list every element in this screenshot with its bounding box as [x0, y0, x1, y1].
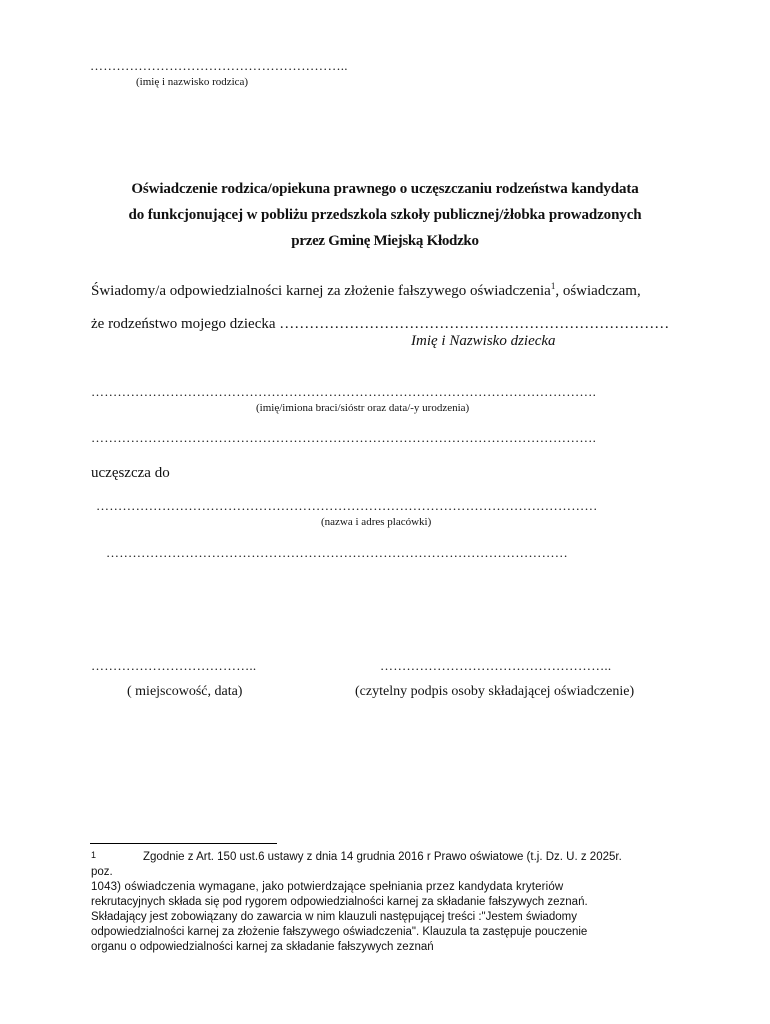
document-title-line-2: do funkcjonującej w pobliżu przedszkola szkoły publicznej/żłobka prowadzonych — [128, 207, 642, 223]
institution-caption: (nazwa i adres placówki) — [321, 516, 432, 528]
child-name-caption: Imię i Nazwisko dziecka — [411, 333, 556, 349]
place-date-caption: ( miejscowość, data) — [127, 684, 243, 699]
attends-label: uczęszcza do — [91, 465, 170, 481]
parent-name-caption: (imię i nazwisko rodzica) — [136, 76, 249, 88]
declaration-line-1 — [91, 283, 641, 300]
institution-dotted-line-1[interactable]: …………………………………………………………………………………………………… — [96, 498, 598, 513]
document-title-line-3: przez Gminę Miejską Kłodzko — [291, 233, 479, 249]
child-name-line[interactable]: że rodzeństwo mojego dziecka …………………………………………………………………… — [91, 316, 670, 332]
footnote-line-1: Zgodnie z Art. 150 ust.6 ustawy z dnia 14 grudnia 2016 r Prawo oświatowe (t.j. Dz. U. z 2025r. — [143, 851, 622, 863]
footnote-line-4: rekrutacyjnych składa się pod rygorem odpowiedzialności karnej za składanie fałszywych zeznań. — [91, 896, 588, 908]
parent-name-dotted-line[interactable]: ………………………………………………….. — [90, 58, 348, 73]
signature-caption: (czytelny podpis osoby składającej oświadczenie) — [355, 684, 635, 699]
document-title-line-1: Oświadczenie rodzica/opiekuna prawnego o uczęszczaniu rodzeństwa kandydata — [131, 181, 639, 197]
place-date-dotted-line[interactable]: ……………………………….. — [91, 658, 257, 673]
signature-dotted-line[interactable]: …………………………………………….. — [380, 658, 612, 673]
siblings-dotted-line-1[interactable]: ……………………………………………………………………………………………………. — [91, 384, 597, 399]
footnote-line-2: poz. — [91, 866, 113, 878]
footnote-mark: 1 — [91, 850, 97, 860]
footnote-line-7: organu o odpowiedzialności karnej za składanie fałszywych zeznań — [91, 941, 434, 953]
footnote-reference[interactable]: 1 — [550, 281, 556, 291]
siblings-dotted-line-2[interactable]: ……………………………………………………………………………………………………. — [91, 430, 597, 445]
declaration-text-end: , oświadczam, — [555, 283, 641, 299]
institution-dotted-line-2[interactable]: …………………………………………………………………………………………… — [106, 545, 568, 560]
footnote-line-6: odpowiedzialności karnej za złożenie fałszywego oświadczenia". Klauzula ta zastępuje pouczenie — [91, 926, 588, 938]
footnote-separator — [90, 843, 277, 844]
footnote-line-3: 1043) oświadczenia wymagane, jako potwierdzające spełniania przez kandydata kryteriów — [91, 881, 564, 893]
siblings-caption: (imię/imiona braci/sióstr oraz data/-y urodzenia) — [256, 402, 470, 414]
footnote-line-5: Składający jest zobowiązany do zawarcia w nim klauzuli następującej treści :"Jestem świadomy — [91, 911, 578, 923]
declaration-text: Świadomy/a odpowiedzialności karnej za złożenie fałszywego oświadczenia — [91, 283, 551, 299]
